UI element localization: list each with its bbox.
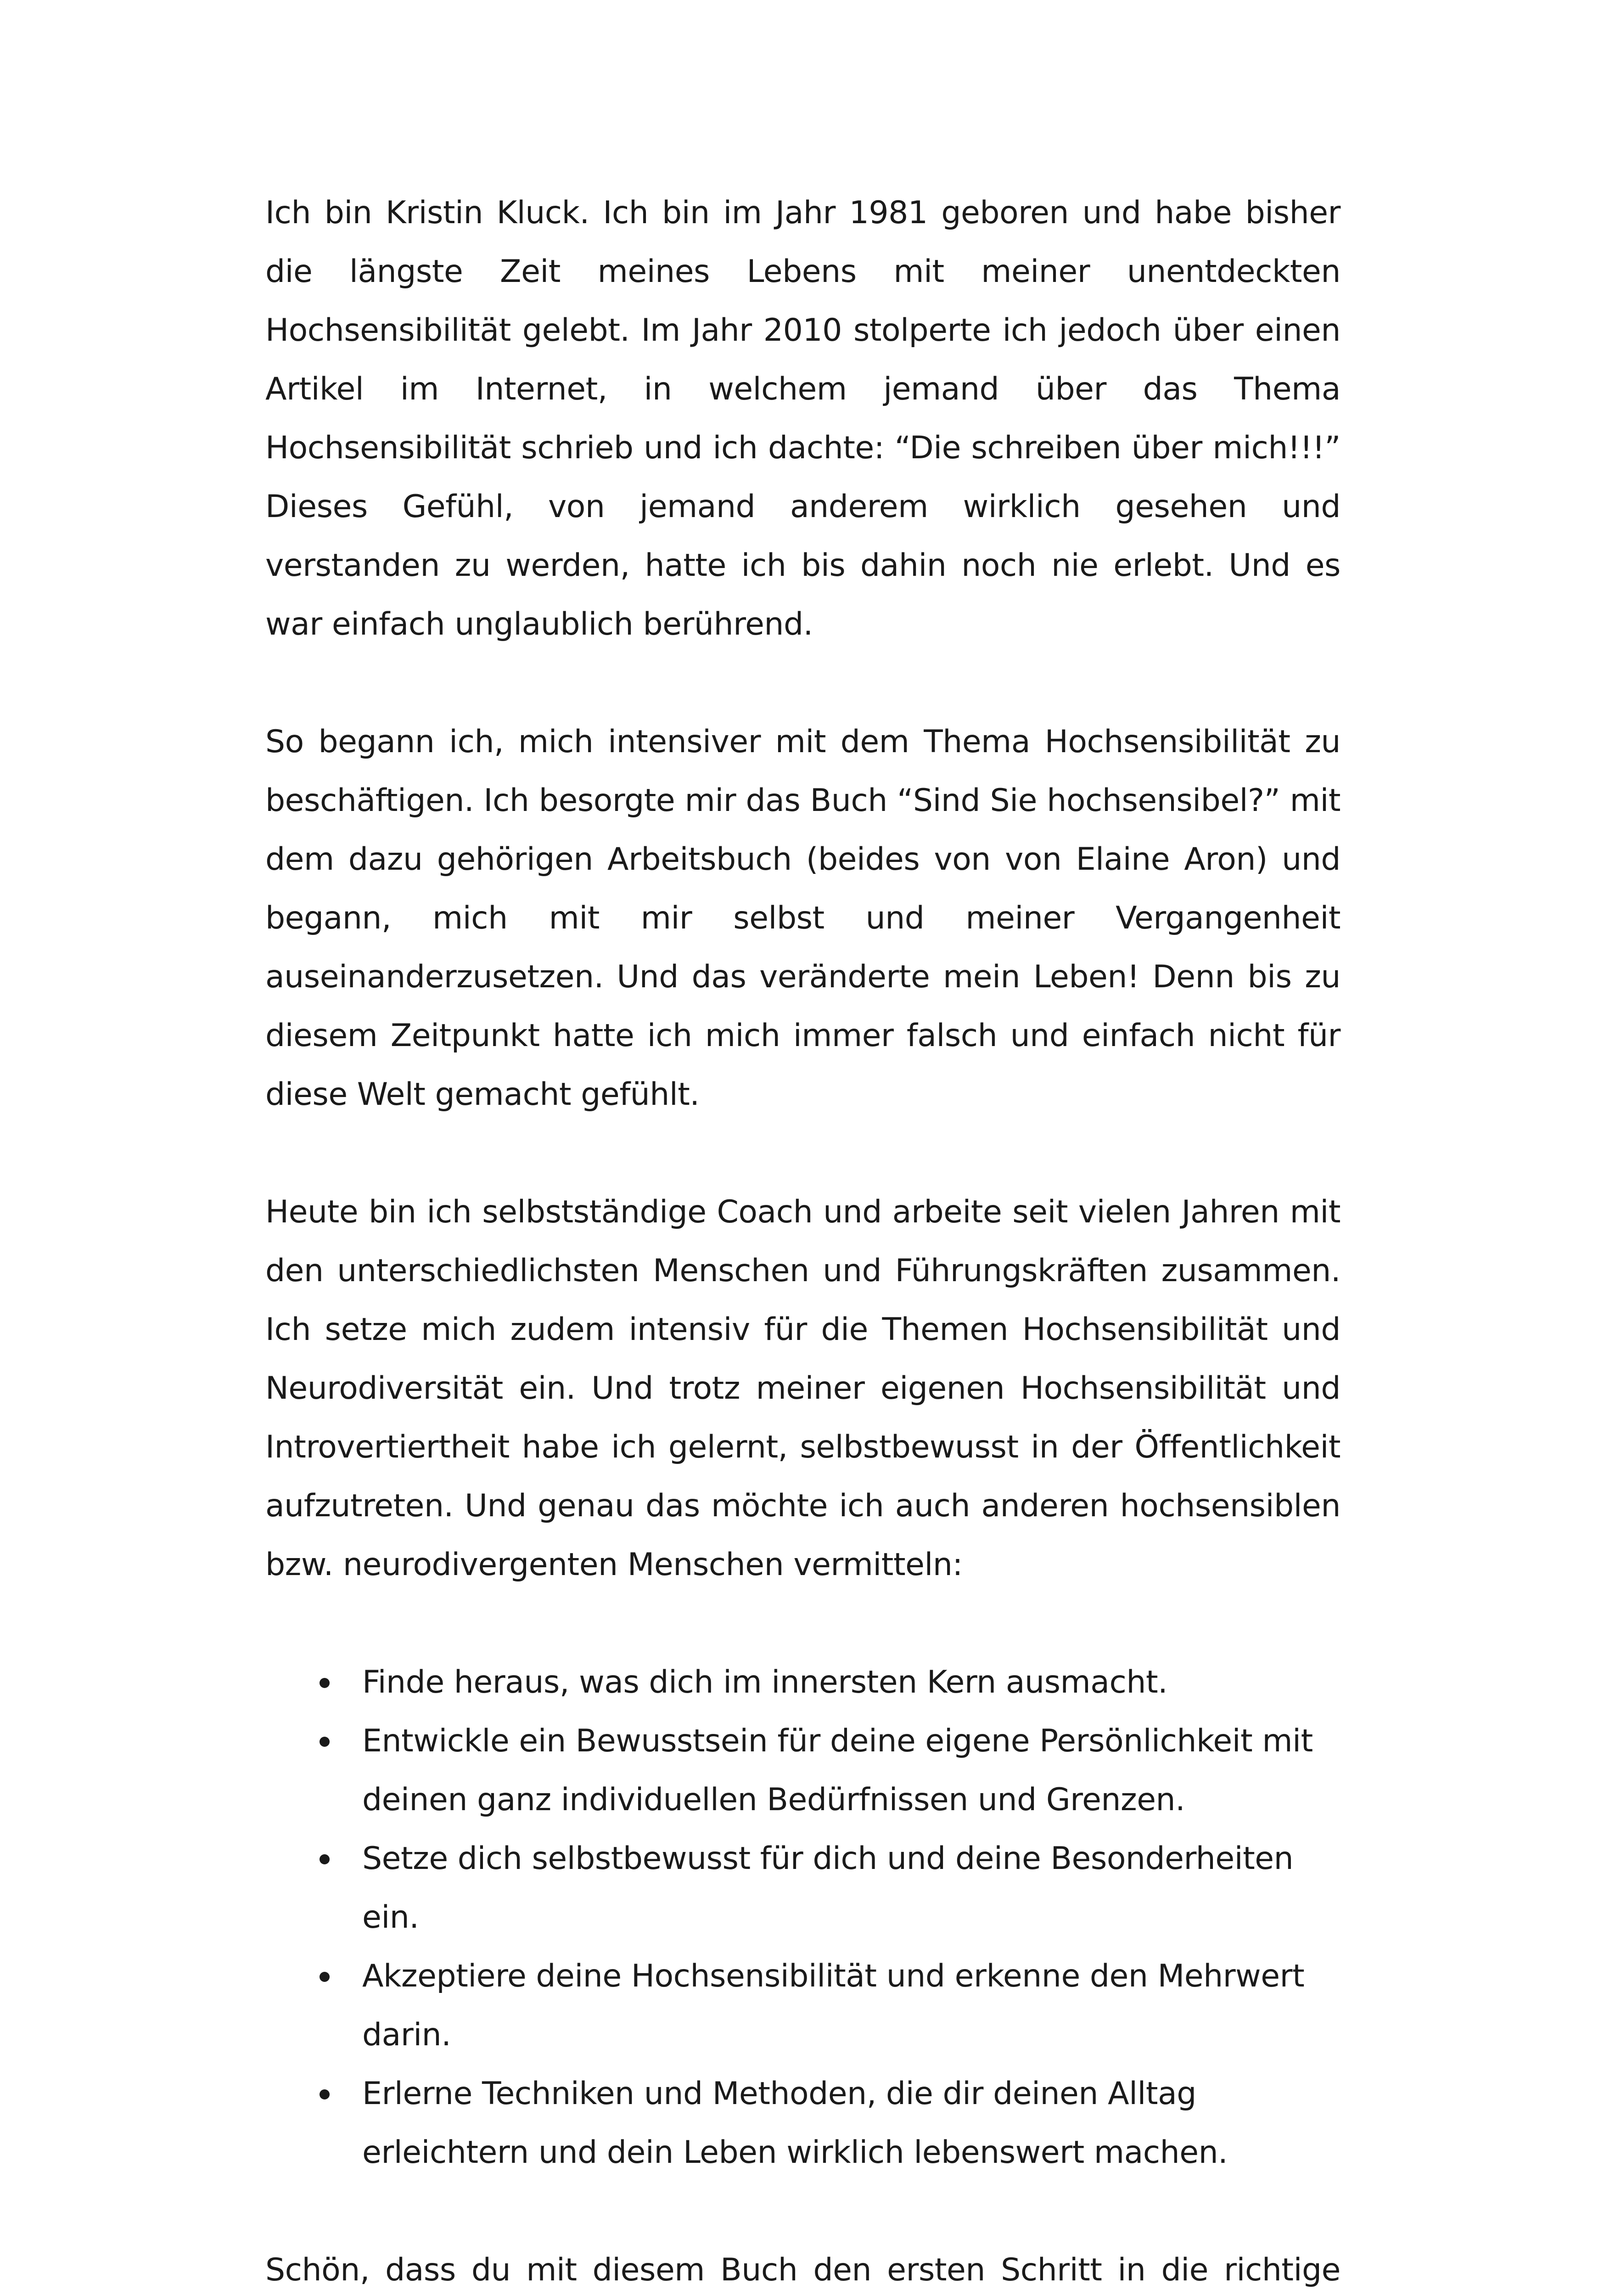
bullet-icon — [320, 1972, 330, 1982]
list-item-text: Entwickle ein Bewusstsein für deine eigene Persönlichkeit mit deinen ganz individuellen Bedürfnissen und Grenzen. — [362, 1723, 1313, 1818]
list-item-text: Setze dich selbstbewusst für dich und deine Besonderheiten ein. — [362, 1840, 1294, 1936]
discovery-paragraph: So begann ich, mich intensiver mit dem Thema Hochsensibilität zu beschäftigen. Ich besorgte mir das Buch “Sind Sie hochsensibel?” mit dem dazu gehörigen Arbeitsbuch (beides von von Elaine Aron) und begann, mich mit mir selbst und meiner Vergangenheit auseinanderzusetzen. Und das veränderte mein Leben! Denn bis zu diesem Zeitpunkt hatte ich mich immer falsch und einfach nicht für diese Welt gemacht gefühlt. — [265, 724, 1340, 1113]
list-item — [265, 1947, 1340, 2065]
intro-paragraph: Ich bin Kristin Kluck. Ich bin im Jahr 1981 geboren und habe bisher die längste Zeit meines Lebens mit meiner unentdeckten Hochsensibilität gelebt. Im Jahr 2010 stolperte ich jedoch über einen Artikel im Internet, in welchem jemand über das Thema Hochsensibilität schrieb und ich dachte: “Die schreiben über mich!!!” Dieses Gefühl, von jemand anderem wirklich gesehen und verstanden zu werden, hatte ich bis dahin noch nie erlebt. Und es war einfach unglaublich berührend. — [265, 195, 1340, 642]
closing-paragraph: Schön, dass du mit diesem Buch den ersten Schritt in die richtige — [265, 2252, 1340, 2288]
list-item — [265, 1653, 1340, 1712]
list-item — [265, 2065, 1340, 2182]
coaching-paragraph: Heute bin ich selbstständige Coach und arbeite seit vielen Jahren mit den unterschiedlichsten Menschen und Führungskräften zusammen. Ich setze mich zudem intensiv für die Themen Hochsensibilität und Neurodiversität ein. Und trotz meiner eigenen Hochsensibilität und Introvertiertheit habe ich gelernt, selbstbewusst in der Öffentlichkeit aufzutreten. Und genau das möchte ich auch anderen hochsensiblen bzw. neurodivergenten Menschen vermitteln: — [265, 1194, 1340, 1583]
list-item-text: Erlerne Techniken und Methoden, die dir deinen Alltag erleichtern und dein Leben wirklich lebenswert machen. — [362, 2076, 1228, 2171]
page-content — [265, 184, 1340, 2296]
list-item — [265, 1829, 1340, 1947]
bullet-icon — [320, 1678, 330, 1688]
bullet-icon — [320, 1854, 330, 1864]
list-item-text: Akzeptiere deine Hochsensibilität und erkenne den Mehrwert darin. — [362, 1958, 1305, 2053]
list-item-text: Finde heraus, was dich im innersten Kern ausmacht. — [362, 1664, 1168, 1700]
bullet-list — [265, 1653, 1340, 2182]
bullet-icon — [320, 2089, 330, 2099]
bullet-icon — [320, 1737, 330, 1747]
list-item — [265, 1712, 1340, 1829]
